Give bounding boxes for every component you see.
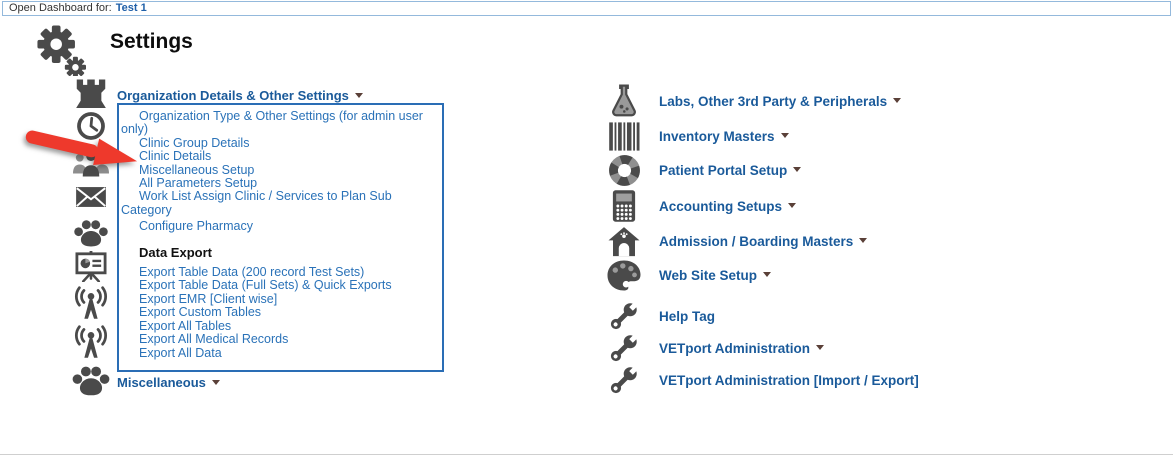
chevron-down-icon (893, 98, 901, 103)
chevron-down-icon (355, 93, 363, 98)
menu-help-tag[interactable]: Help Tag (659, 308, 716, 324)
menu-patient-portal-setup[interactable]: Patient Portal Setup (659, 163, 801, 178)
flask-icon (606, 84, 642, 119)
menu-admission-boarding-masters[interactable]: Admission / Boarding Masters (659, 234, 867, 249)
right-menu-row (606, 83, 901, 119)
antenna-icon (73, 325, 109, 360)
menu-item-export-all-data[interactable]: Export All Data (139, 345, 222, 360)
menu-item-export-all-medical-records[interactable]: Export All Medical Records (139, 332, 289, 347)
menu-item-clinic-details[interactable]: Clinic Details (139, 149, 212, 164)
right-menu-row (606, 152, 801, 188)
wrench-icon (606, 363, 642, 397)
org-details-heading[interactable]: Organization Details & Other Settings (117, 88, 363, 103)
dashboard-name[interactable]: Test 1 (115, 2, 147, 14)
menu-item-miscellaneous-setup[interactable]: Miscellaneous Setup (139, 162, 255, 177)
castle-icon (73, 78, 109, 108)
paw-icon (70, 363, 112, 397)
gears-icon (36, 24, 86, 76)
menu-accounting-setups[interactable]: Accounting Setups (659, 199, 796, 214)
menu-labs-peripherals[interactable]: Labs, Other 3rd Party & Peripherals (659, 94, 901, 109)
antenna-icon (73, 286, 109, 321)
chevron-down-icon (859, 238, 867, 243)
menu-vetport-administration-import-export[interactable]: VETport Administration [Import / Export] (659, 372, 919, 388)
paw-icon (72, 217, 110, 248)
red-arrow-annotation (20, 122, 170, 182)
menu-item-export-table-data-test[interactable]: Export Table Data (200 record Test Sets) (139, 265, 365, 280)
open-dashboard-bar[interactable] (2, 1, 1171, 16)
menu-item-export-all-tables[interactable]: Export All Tables (139, 318, 232, 333)
miscellaneous-heading[interactable]: Miscellaneous (117, 375, 220, 390)
menu-item-all-parameters-setup[interactable]: All Parameters Setup (139, 176, 258, 191)
chart-board-icon (74, 251, 108, 282)
right-menu-row (606, 362, 919, 398)
page-title: Settings (110, 30, 193, 53)
right-menu-row (606, 188, 796, 224)
menu-inventory-masters[interactable]: Inventory Masters (659, 129, 789, 144)
right-menu-row (606, 330, 824, 366)
chevron-down-icon (212, 380, 220, 385)
chevron-down-icon (781, 133, 789, 138)
doghouse-icon (606, 226, 642, 257)
menu-item-clinic-group-details[interactable]: Clinic Group Details (139, 135, 250, 150)
right-menu-row (606, 257, 771, 293)
menu-item-export-emr[interactable]: Export EMR [Client wise] (139, 291, 278, 306)
menu-web-site-setup[interactable]: Web Site Setup (659, 268, 771, 283)
data-export-section-heading: Data Export (139, 244, 212, 260)
calculator-icon (606, 189, 642, 223)
chevron-down-icon (763, 272, 771, 277)
chevron-down-icon (793, 167, 801, 172)
lifebuoy-icon (606, 154, 642, 187)
menu-item-export-custom-tables[interactable]: Export Custom Tables (139, 305, 262, 320)
chevron-down-icon (788, 203, 796, 208)
barcode-icon (606, 121, 642, 152)
right-menu-row (606, 223, 867, 259)
menu-vetport-administration[interactable]: VETport Administration (659, 341, 824, 356)
menu-item-organization-type[interactable]: Organization Type & Other Settings (for admin user only) (121, 109, 423, 137)
palette-icon (606, 259, 642, 292)
menu-item-export-table-data-full[interactable]: Export Table Data (Full Sets) & Quick Exports (139, 278, 392, 293)
envelope-icon (74, 184, 108, 210)
chevron-down-icon (816, 345, 824, 350)
menu-item-work-list-assign[interactable]: Work List Assign Clinic / Services to Plan Sub Category (121, 189, 392, 217)
menu-item-configure-pharmacy[interactable]: Configure Pharmacy (139, 219, 253, 234)
open-dashboard-label: Open Dashboard for: (9, 2, 112, 14)
bottom-divider (0, 454, 1173, 455)
wrench-icon (606, 299, 642, 333)
right-menu-row (606, 298, 715, 334)
wrench-icon (606, 331, 642, 365)
right-menu-row (606, 118, 789, 154)
